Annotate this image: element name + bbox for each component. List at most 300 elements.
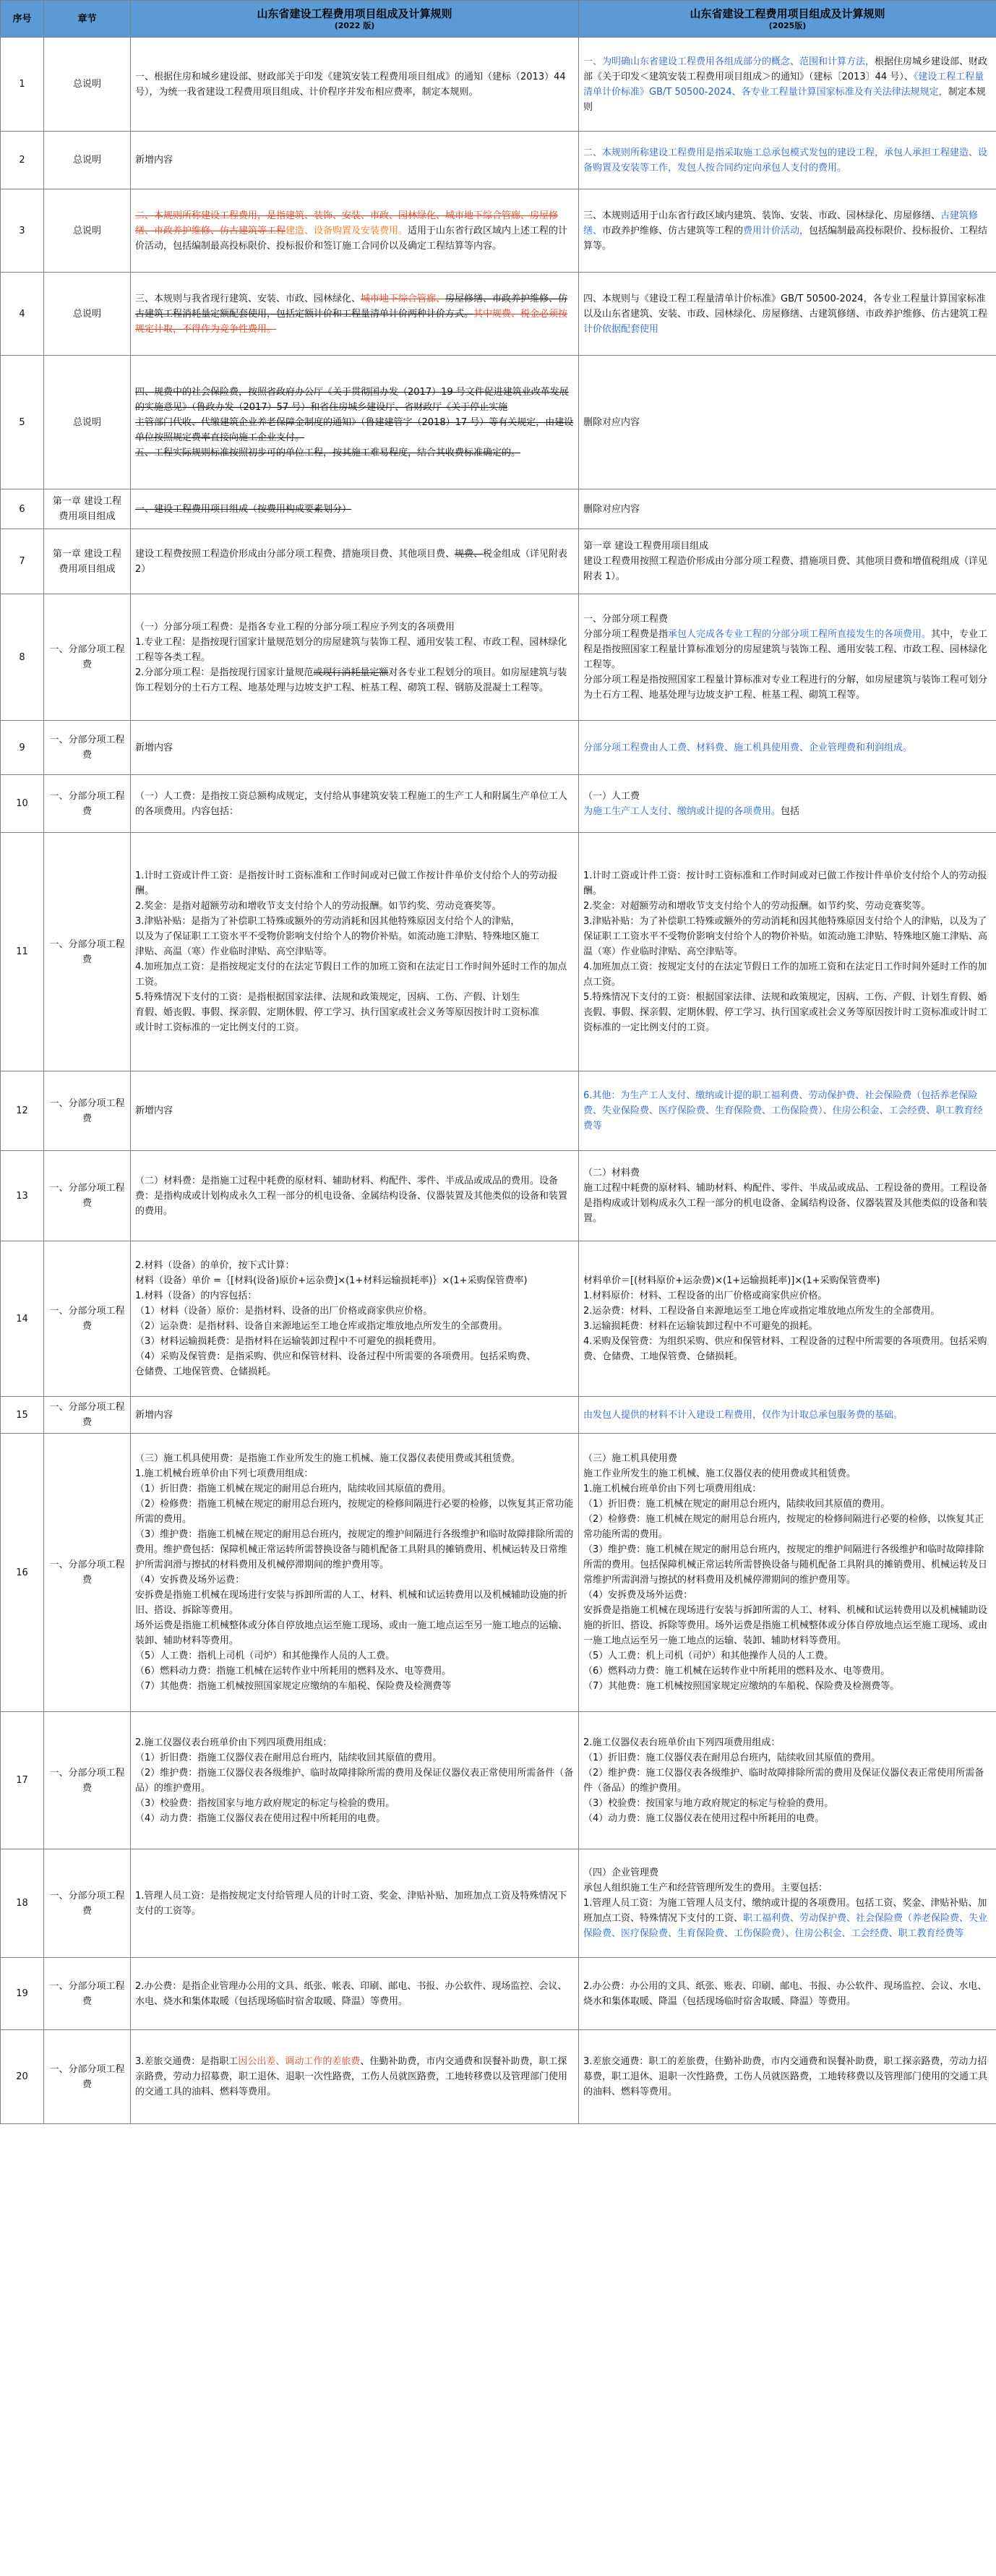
- clause-text: 3.津贴补贴：是指为了补偿职工特殊或额外的劳动消耗和因其他特殊原因支付给个人的津贴，: [135, 916, 520, 927]
- old-standard-cell: [131, 833, 579, 1071]
- marked-text: 费用计价活动，: [743, 225, 810, 236]
- clause-text: 、住勤补助费，市内交通费和误餐补助费，职工探亲路费，劳动力招募费，职工退休、退职一次性路费，工伤人员就医路费，工地转移费以及管理部门使用的交通工具的油料、燃料等费用。: [135, 2056, 568, 2097]
- clause-paragraph: [135, 789, 574, 819]
- clause-paragraph: [583, 1880, 992, 1896]
- row-number: 17: [1, 1712, 44, 1849]
- clause-text: 4.加班加点工资：按规定支付的在法定节假日工作的加班工资和在法定日工作时间外延时工作的加点工资。: [583, 962, 987, 988]
- clause-paragraph: [583, 1319, 992, 1334]
- clause-text: 1.管理人员工资：为施工管理人员支付、缴纳或计提的各项费用。包括工资、奖金、津贴补贴、加班加点工资、特殊情况下支付的工资、: [583, 1898, 987, 1924]
- clause-paragraph: [135, 1173, 574, 1219]
- old-standard-cell: [131, 189, 579, 273]
- clause-paragraph: [135, 502, 574, 517]
- clause-paragraph: [135, 1811, 574, 1826]
- new-standard-cell: [579, 594, 996, 721]
- new-standard-cell: [579, 1151, 996, 1241]
- clause-text: （三）施工机具使用费：是指施工作业所发生的施工机械、施工仪器仪表使用费或其租赁费。: [135, 1453, 521, 1464]
- clause-text: 2.奖金：是指对超额劳动和增收节支支付给个人的劳动报酬。如节约奖、劳动竞赛奖等。: [135, 901, 502, 912]
- clause-paragraph: [135, 1258, 574, 1273]
- clause-paragraph: [583, 740, 992, 756]
- old-standard-cell: [131, 1434, 579, 1712]
- marked-text: 《建设工程工程量清单计价标准》GB/T 50500-2024、各专业工程量计算国家标准及有关法律法规规定，: [583, 71, 984, 98]
- marked-text: 一、为明确山东省建设工程费用各组成部分的概念、范围和计算方法，: [583, 56, 875, 67]
- old-standard-cell: [131, 1241, 579, 1397]
- table-row: [1, 273, 996, 356]
- table-row: [1, 356, 996, 489]
- clause-text: （3）维护费：指施工机械在规定的耐用总台班内，按规定的维护间隔进行各级维护和临时故障排除所需的费用。维护费包括：保障机械正常运转所需替换设备与随机配备工具附具的摊销费用、机械运转及日常维护所需润滑与擦拭的材料费用及机械停滞期间的维护费用等。: [135, 1529, 574, 1570]
- table-body: [1, 38, 996, 2124]
- clause-text: 1.施工机械台班单价由下列七项费用组成：: [583, 1484, 762, 1494]
- clause-paragraph: [583, 959, 992, 990]
- row-number: 18: [1, 1849, 44, 1958]
- row-section: 总说明: [44, 356, 131, 489]
- clause-text: （三）施工机具使用费: [583, 1453, 678, 1464]
- clause-paragraph: [135, 415, 574, 445]
- row-section: 一、分部分项工程费: [44, 721, 131, 775]
- clause-paragraph: [135, 740, 574, 756]
- clause-text: （1）材料（设备）原价：是指材料、设备的出厂价格或商家供应价格。: [135, 1306, 433, 1317]
- clause-paragraph: [135, 944, 574, 959]
- new-standard-cell: [579, 1958, 996, 2030]
- marked-text: 职工福利费、劳动保护费、社会保险费（养老保险费、失业保险费、医疗保险费、生育保险费、工伤保险费）、住房公积金、工会经费、职工教育经费等: [583, 1913, 988, 1939]
- table-row: [1, 1397, 996, 1434]
- clause-paragraph: [135, 1766, 574, 1796]
- row-number: 10: [1, 775, 44, 833]
- row-number: 12: [1, 1071, 44, 1151]
- row-section: 第一章 建设工程费用项目组成: [44, 529, 131, 594]
- clause-text: （四）企业管理费: [583, 1867, 659, 1878]
- clause-text: （4）动力费：指施工仪器仪表在使用过程中所耗用的电费。: [135, 1813, 386, 1824]
- marked-text: 由发包人提供的材料不计入建设工程费用，仅作为计取总承包服务费的基础。: [583, 1409, 903, 1421]
- clause-text: 3.运输损耗费：材料在运输装卸过程中不可避免的损耗。: [583, 1321, 818, 1332]
- clause-paragraph: [135, 1750, 574, 1766]
- table-row: [1, 1434, 996, 1712]
- clause-paragraph: [135, 899, 574, 914]
- clause-paragraph: [135, 1527, 574, 1572]
- clause-text: （1）折旧费：指施工机械在规定的耐用总台班内，陆续收回其原值的费用。: [135, 1484, 452, 1494]
- clause-text: 税金组成（详见附表 2）: [135, 548, 568, 575]
- clause-paragraph: [583, 2054, 992, 2100]
- header-old-title: 山东省建设工程费用项目组成及计算规则: [257, 7, 452, 20]
- clause-paragraph: [583, 990, 992, 1035]
- clause-text: 1.施工机械台班单价由下列七项费用组成：: [135, 1468, 314, 1479]
- clause-text: 或计时工资标准的一定比例支付的工资。: [135, 1022, 305, 1033]
- marked-text: 主管部门代收、代缴建筑企业养老保障金制度的通知》（鲁建建管字（2018）17 号）等有关规定，由建设单位按照规定费率直接向施工企业支付。: [135, 416, 574, 443]
- clause-paragraph: [135, 635, 574, 665]
- clause-paragraph: [583, 1304, 992, 1319]
- clause-text: 2.奖金：对超额劳动和增收节支支付给个人的劳动报酬。如节约奖、劳动竞赛奖等。: [583, 901, 931, 912]
- old-standard-cell: [131, 721, 579, 775]
- clause-text: （3）校验费：指按国家与地方政府规定的标定与检验的费用。: [135, 1797, 395, 1809]
- clause-paragraph: [583, 1735, 992, 1750]
- row-number: 11: [1, 833, 44, 1071]
- row-number: 4: [1, 273, 44, 356]
- row-section: 一、分部分项工程费: [44, 2030, 131, 2124]
- clause-paragraph: [583, 1766, 992, 1796]
- clause-text: 2.分部分项工程：是指按现行国家计量规范: [135, 667, 314, 678]
- clause-text: 3.津贴补贴：为了补偿职工特殊或额外的劳动消耗和因其他特殊原因支付给个人的津贴，以及为了保证职工工资水平不受物价影响支付给个人的物价补贴。如流动施工津贴、特殊地区施工津贴、高温（寒）作业临时津贴、高空津贴等。: [583, 916, 988, 957]
- new-standard-cell: [579, 2030, 996, 2124]
- clause-text: （5）人工费：指机上司机（司炉）和其他操作人员的人工费。: [135, 1651, 395, 1661]
- clause-text: 制定本规则: [583, 86, 986, 113]
- clause-text: 安拆费是指施工机械在现场进行安装与拆卸所需的人工、材料、机械和试运转费用以及机械辅助设施的折旧、搭设、拆除等费用。场外运费是指施工机械整体或分体自停放地点运至施工现场、或由一施工地点运至另一施工地点的运输、装卸、辅助材料等费用。: [583, 1605, 988, 1646]
- clause-paragraph: [135, 1451, 574, 1466]
- clause-paragraph: [135, 1888, 574, 1919]
- new-standard-cell: [579, 1071, 996, 1151]
- clause-paragraph: [583, 1466, 992, 1481]
- clause-text: （一）人工费：是指按工资总额构成规定，支付给从事建筑安装工程施工的生产工人和附属生产单位工人的各项费用。内容包括：: [135, 790, 568, 817]
- clause-text: （二）材料费: [583, 1168, 640, 1178]
- clause-paragraph: [135, 1288, 574, 1304]
- clause-paragraph: [135, 1664, 574, 1679]
- clause-paragraph: [583, 1664, 992, 1679]
- clause-paragraph: [135, 1497, 574, 1527]
- clause-paragraph: [583, 1979, 992, 2009]
- clause-text: 1.计时工资或计件工资：按计时工资标准和工作时间或对已做工作按计件单价支付给个人的劳动报酬。: [583, 870, 987, 897]
- clause-text: （二）材料费：是指施工过程中耗费的原材料、辅助材料、构配件、零件、半成品或成品的费用。设备费：是指构成或计划构成永久工程一部分的机电设备、金属结构设备、仪器装置及其他类似的设备和装置的费用。: [135, 1175, 568, 1217]
- clause-paragraph: [135, 1648, 574, 1664]
- clause-text: 2.办公费：办公用的文具、纸张、账表、印刷、邮电、书报、办公软件、现场监控、会议、水电、烧水和集体取暖、降温（包括现场临时宿舍取暖、降温）等费用。: [583, 1980, 987, 2007]
- clause-paragraph: [583, 1588, 992, 1603]
- table-row: [1, 529, 996, 594]
- clause-paragraph: [583, 1542, 992, 1588]
- marked-text: 6.其他：为生产工人支付、缴纳或计提的职工福利费、劳动保护费、社会保险费（包括养老保险费、失业保险费、医疗保险费、生育保险费、工伤保险费）、住房公积金、工会经费、职工教育经费等: [583, 1090, 983, 1131]
- clause-text: 材料（设备）单价 =｛[材料(设备)原价+运杂费]×(1+材料运输损耗率)｝×(1+采购保管费率): [135, 1275, 528, 1286]
- marked-text: 承包人完成各专业工程的分部分项工程所直接发生的各项费用。: [668, 629, 932, 640]
- clause-paragraph: [135, 1020, 574, 1035]
- row-section: 第一章 建设工程费用项目组成: [44, 489, 131, 529]
- clause-paragraph: [135, 665, 574, 696]
- clause-paragraph: [583, 1648, 992, 1664]
- clause-text: 3.差旅交通费：职工的差旅费，住勤补助费，市内交通费和误餐补助费，职工探亲路费，劳动力招募费，职工退休、退职一次性路费，工伤人员就医路费，工地转移费以及管理部门使用的交通工具的油料、燃料等费用。: [583, 2056, 988, 2097]
- clause-text: 1.材料（设备）的内容包括：: [135, 1291, 257, 1301]
- marked-text: 一、建设工程费用项目组成（按费用构成要素划分）: [135, 503, 352, 515]
- clause-paragraph: [583, 1603, 992, 1648]
- clause-text: （2）检修费：施工机械在规定的耐用总台班内，按规定的检修间隔进行必要的检修，以恢复其正常功能所需的费用。: [583, 1514, 984, 1540]
- clause-text: 适用于山东省行政区域内上述工程的计价活动，包括编制最高投标限价、投标报价和签订施工合同价以及确定工程结算等内容。: [135, 225, 568, 252]
- header-old-edition: (2022 版): [334, 21, 375, 30]
- clause-text: （3）材料运输损耗费：是指材料在运输装卸过程中不可避免的损耗费用。: [135, 1336, 442, 1347]
- new-standard-cell: [579, 833, 996, 1071]
- clause-text: （7）其他费：施工机械按照国家规定应缴纳的车船税、保险费及检测费等。: [583, 1681, 900, 1692]
- clause-text: 场外运费是指施工机械整体或分体自停放地点运至施工现场、或由一施工地点运至另一施工地点的运输、装卸、辅助材料等费用。: [135, 1620, 568, 1646]
- clause-text: 材料单价＝[(材料原价+运杂费)×(1+运输损耗率)]×(1+采购保管费率): [583, 1275, 880, 1286]
- new-standard-cell: [579, 1241, 996, 1397]
- clause-paragraph: [135, 959, 574, 990]
- old-standard-cell: [131, 1071, 579, 1151]
- clause-paragraph: [583, 1896, 992, 1941]
- clause-text: 安拆费是指施工机械在现场进行安装与拆卸所需的人工、材料、机械和试运转费用以及机械辅助设施的折旧、搭设、拆除等费用。: [135, 1590, 568, 1616]
- header-new-edition: (2025版): [768, 21, 807, 30]
- clause-paragraph: [135, 69, 574, 100]
- clause-paragraph: [583, 1088, 992, 1134]
- row-section: 总说明: [44, 273, 131, 356]
- clause-paragraph: [583, 1481, 992, 1497]
- clause-text: （1）折旧费：指施工仪器仪表在耐用总台班内，陆续收回其原值的费用。: [135, 1752, 442, 1763]
- old-standard-cell: [131, 489, 579, 529]
- clause-text: 施工作业所发生的施工机械、施工仪器仪表的使用费或其租赁费。: [583, 1468, 857, 1479]
- table-row: [1, 132, 996, 189]
- clause-paragraph: [583, 1451, 992, 1466]
- clause-text: 2.运杂费：材料、工程设备自来源地运至工地仓库或指定堆放地点所发生的全部费用。: [583, 1306, 940, 1317]
- marked-text: 五、工程实际规则标准按照初步可的单位工程，按其施工难易程度，结合其收费标准确定的。: [135, 447, 521, 458]
- clause-text: 新增内容: [135, 1409, 173, 1421]
- marked-text: 二、本规则所称建设工程费用是指采取施工总承包模式发包的建设工程，承包人承担工程建造、设备购置及安装等工作，发包人按合同约定向承包人支付的费用。: [583, 147, 988, 174]
- header-section: 章节: [44, 1, 131, 38]
- marked-text: 因公出差、调动工作的差旅费: [238, 2056, 361, 2067]
- header-row: [1, 1, 996, 38]
- clause-text: （1）折旧费：施工机械在规定的耐用总台班内，陆续收回其原值的费用。: [583, 1499, 890, 1510]
- clause-paragraph: [135, 291, 574, 337]
- clause-text: （2）检修费：指施工机械在规定的耐用总台班内，按规定的检修间隔进行必要的检修，以恢复其正常功能所需的费用。: [135, 1499, 574, 1525]
- table-row: [1, 2030, 996, 2124]
- table-row: [1, 594, 996, 721]
- row-section: 总说明: [44, 189, 131, 273]
- marked-text: 规费、: [455, 548, 484, 560]
- clause-paragraph: [583, 291, 992, 337]
- clause-paragraph: [135, 1103, 574, 1118]
- clause-paragraph: [583, 789, 992, 804]
- clause-paragraph: [135, 1618, 574, 1648]
- clause-text: 1.专业工程：是指按现行国家计量规范划分的房屋建筑与装饰工程、通用安装工程、市政工程、园林绿化工程等各类工程。: [135, 636, 567, 663]
- clause-text: 分部分项工程是指按照国家工程量计算标准对专业工程进行的分解，如房屋建筑与装饰工程可划分为土石方工程、地基处理与边坡支护工程、桩基工程、砌筑工程等。: [583, 675, 988, 701]
- clause-text: 三、本规则与我省现行建筑、安装、市政、园林绿化、: [135, 293, 361, 304]
- clause-paragraph: [135, 208, 574, 254]
- clause-text: 育假、婚丧假、事假、探亲假、定期休假、停工学习、执行国家或社会义务等原因按计时工资标准: [135, 1007, 540, 1018]
- clause-paragraph: [135, 1481, 574, 1497]
- row-section: 一、分部分项工程费: [44, 1241, 131, 1397]
- table-row: [1, 489, 996, 529]
- clause-paragraph: [135, 1796, 574, 1811]
- row-section: 总说明: [44, 132, 131, 189]
- table-row: [1, 775, 996, 833]
- marked-text: 城市地下综合管廊、: [361, 293, 446, 304]
- clause-paragraph: [135, 1349, 574, 1364]
- row-number: 3: [1, 189, 44, 273]
- clause-paragraph: [583, 1811, 992, 1826]
- row-section: 一、分部分项工程费: [44, 775, 131, 833]
- row-number: 2: [1, 132, 44, 189]
- row-number: 19: [1, 1958, 44, 2030]
- clause-text: 2.材料（设备）的单价，按下式计算：: [135, 1260, 295, 1271]
- clause-paragraph: [135, 2054, 574, 2100]
- clause-paragraph: [135, 1572, 574, 1588]
- marked-text: 古建筑修缮、: [583, 210, 979, 236]
- clause-paragraph: [583, 54, 992, 115]
- clause-text: 三、本规则适用于山东省行政区域内建筑、装饰、安装、市政、园林绿化、房屋修缮、: [583, 210, 941, 221]
- old-standard-cell: [131, 1151, 579, 1241]
- clause-text: 包括: [781, 805, 800, 817]
- row-section: 一、分部分项工程费: [44, 1071, 131, 1151]
- clause-text: 1.计时工资或计件工资：是指按计时工资标准和工作时间或对已做工作按计件单价支付给个人的劳动报酬。: [135, 870, 558, 897]
- clause-paragraph: [135, 547, 574, 577]
- clause-paragraph: [583, 804, 992, 819]
- clause-paragraph: [583, 868, 992, 899]
- new-standard-cell: [579, 721, 996, 775]
- old-standard-cell: [131, 1849, 579, 1958]
- clause-text: 施工过程中耗费的原材料、辅助材料、构配件、零件、半成品或成品、工程设备的费用。工程设备是指构成或计划构成永久工程一部分的机电设备、金属结构设备、仪器装置及其他类似的设备和装置。: [583, 1183, 988, 1224]
- clause-text: 4.加班加点工资：是指按规定支付的在法定节假日工作的加班工资和在法定日工作时间外延时工作的加点工资。: [135, 962, 567, 988]
- row-number: 6: [1, 489, 44, 529]
- old-standard-cell: [131, 529, 579, 594]
- clause-paragraph: [583, 1679, 992, 1694]
- clause-paragraph: [135, 1588, 574, 1618]
- row-section: 一、分部分项工程费: [44, 833, 131, 1071]
- clause-paragraph: [583, 612, 992, 627]
- marked-text: 二、本规则所称建设工程费用，是指建筑、装饰、安装、市政、园林绿化、城市地下综合管廊、房屋修缮、市政养护维修、仿古建筑等工程: [135, 210, 559, 236]
- new-standard-cell: [579, 1849, 996, 1958]
- clause-text: （5）人工费：机上司机（司炉）和其他操作人员的人工费。: [583, 1651, 834, 1661]
- clause-paragraph: [135, 1334, 574, 1349]
- marked-text: 计价依据配套使用: [583, 323, 659, 335]
- clause-text: 市政养护维修、仿古建筑等工程的: [602, 225, 744, 236]
- new-standard-cell: [579, 38, 996, 132]
- marked-text: 房屋修缮、市政养护维修、仿古建筑工程消耗量定额配套使用，包括定额计价和工程量清单计价两种计价方式。: [135, 293, 568, 320]
- table-row: [1, 1151, 996, 1241]
- clause-paragraph: [135, 385, 574, 415]
- clause-text: 建设工程费用按照工程造价形成由分部分项工程费、措施项目费、其他项目费和增值税组成（详见附表 1）。: [583, 556, 988, 582]
- clause-paragraph: [583, 627, 992, 672]
- clause-text: （2）维护费：指施工仪器仪表各级维护、临时故障排除所需的费用及保证仪器仪表正常使用所需备件（备品）的维护费用。: [135, 1767, 574, 1794]
- clause-text: 承包人组织施工生产和经营管理所发生的费用。主要包括：: [583, 1883, 828, 1894]
- row-number: 20: [1, 2030, 44, 2124]
- header-old-standard: [131, 1, 579, 38]
- header-num: 序号: [1, 1, 44, 38]
- clause-paragraph: [583, 1865, 992, 1880]
- row-section: 总说明: [44, 38, 131, 132]
- clause-paragraph: [135, 620, 574, 635]
- clause-paragraph: [583, 539, 992, 554]
- marked-text: 或现行消耗量定额: [313, 667, 389, 678]
- clause-paragraph: [583, 1334, 992, 1364]
- clause-text: 2.施工仪器仪表台班单价由下列四项费用组成：: [583, 1737, 781, 1748]
- clause-paragraph: [135, 914, 574, 929]
- old-standard-cell: [131, 273, 579, 356]
- clause-paragraph: [135, 1273, 574, 1288]
- row-section: 一、分部分项工程费: [44, 1151, 131, 1241]
- header-new-title: 山东省建设工程费用项目组成及计算规则: [690, 7, 885, 20]
- clause-text: 第一章 建设工程费用项目组成: [583, 541, 709, 552]
- new-standard-cell: [579, 132, 996, 189]
- new-standard-cell: [579, 529, 996, 594]
- clause-paragraph: [583, 554, 992, 584]
- table-row: [1, 1849, 996, 1958]
- clause-text: 新增内容: [135, 742, 173, 753]
- row-number: 7: [1, 529, 44, 594]
- clause-paragraph: [583, 208, 992, 254]
- new-standard-cell: [579, 775, 996, 833]
- clause-text: 一、根据住房和城乡建设部、财政部关于印发《建筑安装工程费用项目组成》的通知（建标（2013）44 号），为统一我省建设工程费用项目组成、计价程序并发布相应费率，制定本规则。: [135, 71, 566, 98]
- clause-text: （6）燃料动力费：指施工机械在运转作业中所耗用的燃料及水、电等费用。: [135, 1666, 452, 1677]
- clause-text: 新增内容: [135, 155, 173, 166]
- clause-text: 根据住房城乡建设部、财政部《关于印发＜建筑安装工程费用项目组成＞的通知》（建标〔2013〕44 号）、: [583, 56, 988, 82]
- clause-paragraph: [583, 502, 992, 517]
- marked-text: 分部分项工程费由人工费、材料费、施工机具使用费、企业管理费和利润组成。: [583, 742, 913, 753]
- old-standard-cell: [131, 1712, 579, 1849]
- header-new-standard: [579, 1, 996, 38]
- clause-paragraph: [583, 1273, 992, 1288]
- clause-text: 删除对应内容: [583, 416, 640, 428]
- clause-text: 其中，专业工程是指按照国家工程量计算标准划分的房屋建筑与装饰工程、通用安装工程、市政工程、园林绿化工程等。: [583, 629, 988, 670]
- row-section: 一、分部分项工程费: [44, 1849, 131, 1958]
- clause-paragraph: [583, 1165, 992, 1181]
- clause-paragraph: [135, 990, 574, 1005]
- new-standard-cell: [579, 1712, 996, 1849]
- clause-text: 四、本规则与《建设工程工程量清单计价标准》GB/T 50500-2024，各专业工程量计算国家标准以及山东省建筑、安装、市政、园林绿化、房屋修缮、古建筑修缮、市政养护维修、仿古建筑工程: [583, 293, 988, 320]
- table-row: [1, 833, 996, 1071]
- clause-text: （4）安拆费及场外运费：: [135, 1575, 245, 1586]
- clause-paragraph: [583, 672, 992, 703]
- clause-text: （4）动力费：施工仪器仪表在使用过程中所耗用的电费。: [583, 1813, 825, 1824]
- clause-paragraph: [135, 868, 574, 899]
- old-standard-cell: [131, 1397, 579, 1434]
- clause-text: 一、分部分项工程费: [583, 614, 669, 625]
- clause-text: （一）分部分项工程费：是指各专业工程的分部分项工程应予列支的各项费用: [135, 621, 455, 633]
- table-row: [1, 189, 996, 273]
- clause-paragraph: [135, 153, 574, 168]
- clause-paragraph: [135, 1364, 574, 1379]
- clause-text: （2）维护费：施工仪器仪表各级维护、临时故障排除所需的费用及保证仪器仪表正常使用所需备件（备品）的维护费用。: [583, 1767, 984, 1794]
- old-standard-cell: [131, 594, 579, 721]
- row-number: 5: [1, 356, 44, 489]
- marked-text: 其中规费、税金必须按规定计取，不得作为竞争性费用。: [135, 308, 568, 335]
- clause-paragraph: [135, 929, 574, 944]
- clause-paragraph: [135, 1005, 574, 1020]
- table-row: [1, 38, 996, 132]
- clause-text: 津贴、高温（寒）作业临时津贴、高空津贴等。: [135, 946, 333, 957]
- table-row: [1, 1241, 996, 1397]
- clause-text: 新增内容: [135, 1105, 173, 1116]
- clause-paragraph: [583, 1750, 992, 1766]
- clause-text: 分部分项工程费是指: [583, 629, 669, 640]
- marked-text: 为施工生产工人支付、缴纳或计提的各项费用。: [583, 805, 781, 817]
- clause-text: （6）燃料动力费：施工机械在运转作业中所耗用的燃料及水、电等费用。: [583, 1666, 890, 1677]
- new-standard-cell: [579, 1397, 996, 1434]
- old-standard-cell: [131, 1958, 579, 2030]
- clause-paragraph: [583, 415, 992, 430]
- clause-paragraph: [583, 1181, 992, 1226]
- clause-text: 以及为了保证职工工资水平不受物价影响支付给个人的物价补贴。如流动施工津贴、特殊地区施工: [135, 931, 540, 942]
- clause-paragraph: [583, 1796, 992, 1811]
- clause-text: 3.差旅交通费：是指职工: [135, 2056, 239, 2067]
- clause-text: 2.办公费：是指企业管理办公用的文具、纸张、帐表、印刷、邮电、书报、办公软件、现场监控、会议、水电、烧水和集体取暖（包括现场临时宿舍取暖、降温）等费用。: [135, 1980, 567, 2007]
- row-section: 一、分部分项工程费: [44, 1397, 131, 1434]
- clause-text: 1.材料原价：材料、工程设备的出厂价格或商家供应价格。: [583, 1291, 828, 1301]
- row-number: 13: [1, 1151, 44, 1241]
- row-section: 一、分部分项工程费: [44, 1958, 131, 2030]
- clause-paragraph: [583, 1288, 992, 1304]
- old-standard-cell: [131, 132, 579, 189]
- clause-paragraph: [135, 445, 574, 461]
- clause-text: （一）人工费: [583, 790, 640, 802]
- table-row: [1, 1712, 996, 1849]
- new-standard-cell: [579, 356, 996, 489]
- new-standard-cell: [579, 273, 996, 356]
- clause-text: 包括编制最高投标限价、投标报价、工程结算等。: [583, 225, 988, 252]
- row-number: 1: [1, 38, 44, 132]
- table-row: [1, 1958, 996, 2030]
- clause-paragraph: [583, 1512, 992, 1542]
- row-section: 一、分部分项工程费: [44, 594, 131, 721]
- clause-text: 建设工程费按照工程造价形成由分部分项工程费、措施项目费、其他项目费、: [135, 548, 455, 560]
- marked-text: 四、规费中的社会保险费，按照省政府办公厅《关于贯彻国办发（2017）19 号文件促进建筑业改革发展的实施意见》（鲁政办发（2017）57 号）和省住房城乡建设厅、省财政厅《关于停止实施: [135, 386, 569, 413]
- clause-text: （3）维护费：施工机械在规定的耐用总台班内，按规定的维护间隔进行各级维护和临时故障排除所需的费用。包括保障机械正常运转所需替换设备与随机配备工具附具的摊销费用、机械运转及日常维护所需润滑与擦拭的材料费用及机械停滞期间的维护费用等。: [583, 1544, 988, 1586]
- row-number: 8: [1, 594, 44, 721]
- row-number: 16: [1, 1434, 44, 1712]
- old-standard-cell: [131, 356, 579, 489]
- clause-paragraph: [135, 1979, 574, 2009]
- row-section: 一、分部分项工程费: [44, 1712, 131, 1849]
- old-standard-cell: [131, 38, 579, 132]
